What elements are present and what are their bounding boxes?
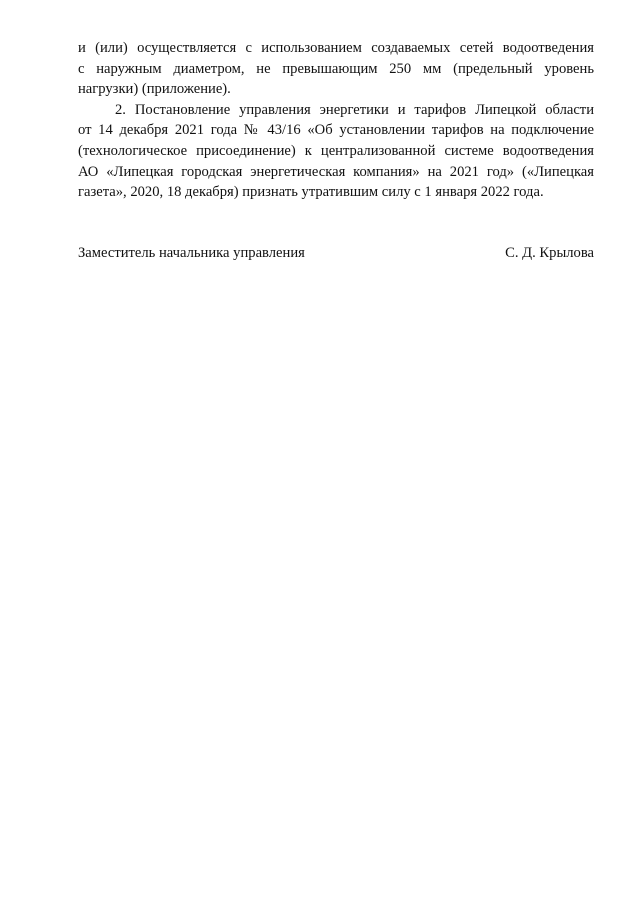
paragraph-2-line-4: АО «Липецкая городская энергетическая компания» на 2021 год» («Липецкая <box>78 163 594 180</box>
paragraph-1-line-2: с наружным диаметром, не превышающим 250 мм (предельный уровень <box>78 60 594 77</box>
paragraph-2-line-2: от 14 декабря 2021 года № 43/16 «Об установлении тарифов на подключение <box>78 122 594 139</box>
paragraph-2-line-3: (технологическое присоединение) к централизованной системе водоотведения <box>78 142 594 159</box>
signatory-position: Заместитель начальника управления <box>78 245 305 261</box>
document-body <box>78 38 594 203</box>
paragraph-2-line-5: газета», 2020, 18 декабря) признать утратившим силу с 1 января 2022 года. <box>78 184 544 201</box>
paragraph-2-line-1: 2. Постановление управления энергетики и тарифов Липецкой области <box>115 101 594 118</box>
signatory-name: С. Д. Крылова <box>505 245 594 261</box>
paragraph-1-line-3: нагрузки) (приложение). <box>78 81 231 98</box>
paragraph-1-line-1: и (или) осуществляется с использованием создаваемых сетей водоотведения <box>78 40 594 56</box>
signature-block <box>78 243 594 263</box>
